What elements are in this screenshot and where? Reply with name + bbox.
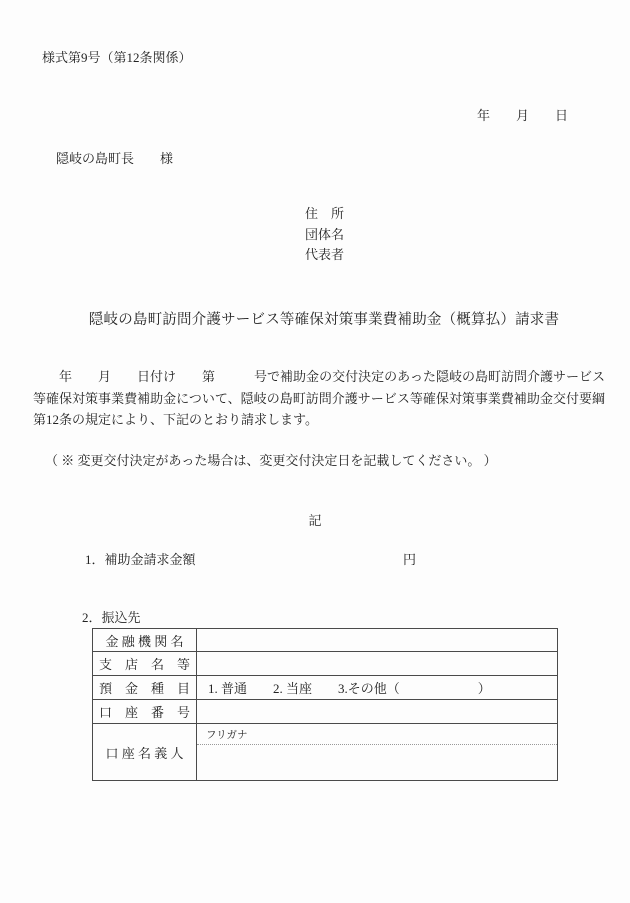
date-line: 年 月 日 [477, 108, 569, 123]
applicant-address-label: 住 所 [305, 206, 345, 221]
bank-name-label: 金 融 機 関 名 [93, 629, 197, 651]
furigana-label: フリガナ [197, 724, 557, 745]
account-holder-label: 口 座 名 義 人 [93, 724, 197, 780]
addressee-line: 隠岐の島町長 様 [56, 151, 174, 166]
section-marker: 記 [308, 513, 322, 528]
account-holder-value [197, 745, 557, 780]
applicant-representative-label: 代表者 [305, 247, 345, 262]
transfer-account-label: 2．振込先 [82, 610, 141, 625]
table-row-bank-name [93, 629, 557, 651]
bank-name-value [197, 629, 557, 651]
claim-amount-label: 1．補助金請求金額 [85, 552, 196, 567]
account-table [92, 628, 558, 781]
deposit-type-label: 預 金 種 目 [93, 676, 197, 699]
deposit-type-options: 1. 普通 2. 当座 3.その他（ ） [208, 681, 491, 696]
account-number-value [197, 700, 557, 723]
branch-name-value [197, 652, 557, 675]
table-row-account-holder [93, 723, 557, 780]
table-row-account-number [93, 699, 557, 723]
note-line: （ ※ 変更交付決定があった場合は、変更交付決定日を記載してください。 ） [45, 453, 497, 468]
branch-name-label: 支 店 名 等 [93, 652, 197, 675]
table-row-deposit-type [93, 675, 557, 699]
applicant-organization-label: 団体名 [305, 226, 345, 242]
table-row-branch-name [93, 651, 557, 675]
form-number: 様式第9号（第12条関係） [42, 50, 192, 65]
document-title: 隠岐の島町訪問介護サービス等確保対策事業費補助金（概算払）請求書 [88, 312, 560, 328]
account-holder-cell [197, 724, 557, 780]
body-paragraph: 年 月 日付け 第 号で補助金の交付決定のあった隠岐の島町訪問介護サービス等確保対策事業費補助金について、隠岐の島町訪問介護サービス等確保対策事業費補助金交付要綱第12条の規定により、下記のとおり請求します。 [33, 369, 605, 427]
account-number-label: 口 座 番 号 [93, 700, 197, 723]
claim-amount-unit: 円 [403, 552, 417, 567]
applicant-block [305, 204, 344, 266]
